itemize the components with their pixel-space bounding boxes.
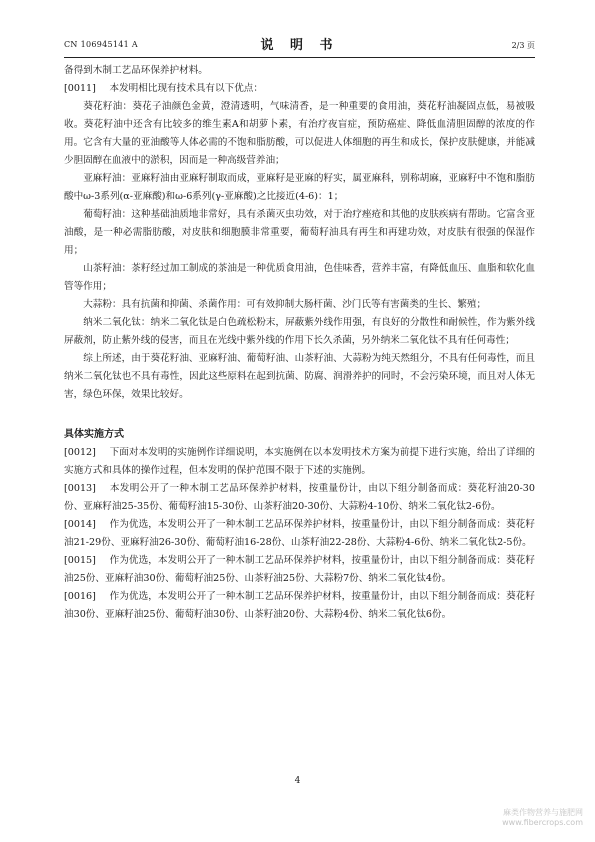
paragraph-0012 <box>64 444 535 480</box>
paragraph-number: [0012] <box>64 447 96 458</box>
paragraph-number: [0011] <box>64 83 96 94</box>
paragraph-nano-tio2: 纳米二氧化钛：纳米二氧化钛是白色疏松粉末，屏蔽紫外线作用强，有良好的分散性和耐候性，作为紫外线屏蔽剂，防止紫外线的侵害，而且在光线中紫外线的作用下长久杀菌，另外纳米二氧化钛不具有任何毒性； <box>64 317 535 346</box>
paragraph-text: 作为优选，本发明公开了一种木制工艺品环保养护材料，按重量份计，由以下组分制备而成：葵花籽油25份、亚麻籽油30份、葡萄籽油25份、山茶籽油25份、大蒜粉7份、纳米二氧化钛4份。 <box>64 555 535 584</box>
paragraph-number: [0014] <box>64 519 96 530</box>
watermark-title: 麻类作物营养与施肥网 <box>503 808 583 817</box>
document-body <box>64 62 535 624</box>
paragraph-garlic-powder: 大蒜粉：具有抗菌和抑菌、杀菌作用：可有效抑制大肠杆菌、沙门氏等有害菌类的生长、繁殖； <box>83 299 487 310</box>
paragraph-camellia-oil: 山茶籽油：茶籽经过加工制成的茶油是一种优质食用油，色佳味香，营养丰富，有降低血压、血脂和软化血管等作用； <box>64 263 535 292</box>
paragraph-0015 <box>64 552 535 588</box>
paragraph-text: 下面对本发明的实施例作详细说明，本实施例在以本发明技术方案为前提下进行实施，给出了详细的实施方式和具体的操作过程，但本发明的保护范围不限于下述的实施例。 <box>64 447 535 476</box>
paragraph-sunflower-oil: 葵花籽油：葵花子油颜色金黄，澄清透明，气味清香，是一种重要的食用油，葵花籽油凝固点低，易被吸收。葵花籽油中还含有比较多的维生素A和胡萝卜素，有治疗夜盲症，预防癌症、降低血清胆固醇的浓度的作用。它含有大量的亚油酸等人体必需的不饱和脂肪酸，可以促进人体细胞的再生和成长，保护皮肤健康，并能减少胆固醇在血液中的淤积，因而是一种高级营养油； <box>64 101 535 166</box>
publication-number: CN 106945141 A <box>64 40 138 49</box>
page-header <box>64 34 535 54</box>
header-divider <box>64 57 535 58</box>
paragraph-text: 本发明相比现有技术具有以下优点： <box>109 83 263 94</box>
paragraph-summary: 综上所述，由于葵花籽油、亚麻籽油、葡萄籽油、山茶籽油、大蒜粉为纯天然组分，不具有任何毒性，而且纳米二氧化钛也不具有毒性，因此这些原料在起到抗菌、防腐、润滑养护的同时，不会污染环境，而且对人体无害，绿色环保，效果比较好。 <box>64 353 535 400</box>
paragraph-number: [0015] <box>64 555 96 566</box>
paragraph-0014 <box>64 516 535 552</box>
paragraph-text: 作为优选，本发明公开了一种木制工艺品环保养护材料，按重量份计，由以下组分制备而成：葵花籽油21-29份、亚麻籽油26-30份、葡萄籽油16-28份、山茶籽油22-28份、大蒜粉4-6份、纳米二氧化钛2-5份。 <box>64 519 535 548</box>
paragraph-text: 作为优选，本发明公开了一种木制工艺品环保养护材料，按重量份计，由以下组分制备而成：葵花籽油30份、亚麻籽油25份、葡萄籽油30份、山茶籽油20份、大蒜粉4份、纳米二氧化钛6份。 <box>64 591 535 620</box>
watermark-url: www.fibercrops.com <box>502 818 583 827</box>
paragraph-linseed-oil: 亚麻籽油：亚麻籽油由亚麻籽制取而成，亚麻籽是亚麻的籽实，属亚麻科，别称胡麻，亚麻籽中不饱和脂肪酸中ω-3系列(α-亚麻酸)和ω-6系列(γ-亚麻酸)之比接近(4-6)：1； <box>64 173 535 202</box>
document-type-title: 说 明 书 <box>260 38 339 53</box>
paragraph-number: [0016] <box>64 591 96 602</box>
site-watermark <box>502 808 583 828</box>
paragraph-number: [0013] <box>64 483 96 494</box>
page-indicator: 2/3 页 <box>511 41 535 50</box>
page-number: 4 <box>294 776 301 786</box>
paragraph-0011 <box>64 80 535 98</box>
paragraph-0016 <box>64 588 535 624</box>
paragraph-grapeseed-oil: 葡萄籽油：这种基础油质地非常好，具有杀菌灭虫功效，对于治疗痤疮和其他的皮肤疾病有帮助。它富含亚油酸，是一种必需脂肪酸，对皮肤和细胞膜非常重要，葡萄籽油具有再生和再建功效，对皮肤有很强的保湿作用； <box>64 209 535 256</box>
section-title: 具体实施方式 <box>64 429 124 440</box>
paragraph-0013 <box>64 480 535 516</box>
paragraph-text: 本发明公开了一种木制工艺品环保养护材料，按重量份计，由以下组分制备而成：葵花籽油20-30份、亚麻籽油25-35份、葡萄籽油15-30份、山茶籽油20-30份、大蒜粉4-10份、纳米二氧化钛2-6份。 <box>64 483 535 512</box>
paragraph-continuation: 备得到木制工艺品环保养护材料。 <box>64 65 208 76</box>
